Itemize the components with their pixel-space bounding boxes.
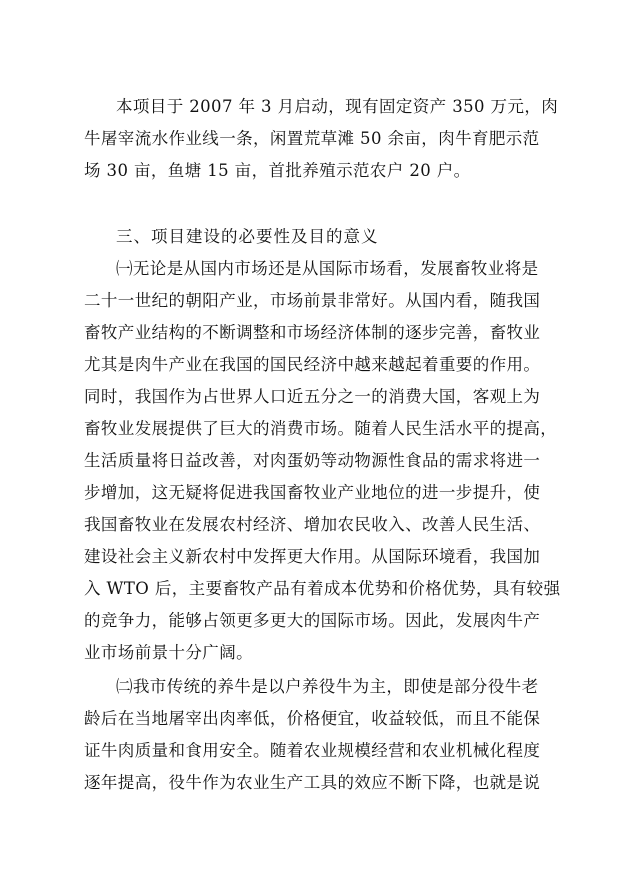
text-line: 畜牧业发展提供了巨大的消费市场。随着人民生活水平的提高， bbox=[84, 419, 558, 438]
text-line: 逐年提高，役牛作为农业生产工具的效应不断下降，也就是说 bbox=[84, 773, 541, 792]
text-line: 生活质量将日益改善，对肉蛋奶等动物源性食品的需求将进一 bbox=[84, 451, 541, 470]
text-line: 建设社会主义新农村中发挥更大作用。从国际环境看，我国加 bbox=[84, 547, 541, 566]
text-line: 同时，我国作为占世界人口近五分之一的消费大国，客观上为 bbox=[84, 387, 541, 406]
text-line: 二十一世纪的朝阳产业，市场前景非常好。从国内看，随我国 bbox=[84, 291, 541, 310]
text-line: 龄后在当地屠宰出肉率低，价格便宜，收益较低，而且不能保 bbox=[84, 709, 541, 728]
text-line: 入 WTO 后，主要畜牧产品有着成本优势和价格优势，具有较强 bbox=[84, 579, 561, 598]
text-line: 业市场前景十分广阔。 bbox=[84, 643, 253, 662]
text-line: ㈠无论是从国内市场还是从国际市场看，发展畜牧业将是 bbox=[116, 259, 539, 278]
text-line: 步增加，这无疑将促进我国畜牧业产业地位的进一步提升，使 bbox=[84, 483, 541, 502]
section-heading: 三、项目建设的必要性及目的意义 bbox=[116, 227, 379, 246]
text-line: 证牛肉质量和食用安全。随着农业规模经营和农业机械化程度 bbox=[84, 741, 541, 760]
text-line: 本项目于 2007 年 3 月启动，现有固定资产 350 万元，肉 bbox=[116, 97, 559, 116]
text-line: 牛屠宰流水作业线一条，闲置荒草滩 50 余亩，肉牛育肥示范 bbox=[84, 129, 540, 148]
text-line: 场 30 亩，鱼塘 15 亩，首批养殖示范农户 20 户。 bbox=[84, 161, 471, 180]
text-line: 畜牧产业结构的不断调整和市场经济体制的逐步完善，畜牧业 bbox=[84, 323, 541, 342]
text-line: 我国畜牧业在发展农村经济、增加农民收入、改善人民生活、 bbox=[84, 515, 541, 534]
text-line: 尤其是肉牛产业在我国的国民经济中越来越起着重要的作用。 bbox=[84, 355, 541, 374]
text-line: 的竞争力，能够占领更多更大的国际市场。因此，发展肉牛产 bbox=[84, 611, 541, 630]
text-line: ㈡我市传统的养牛是以户养役牛为主，即使是部分役牛老 bbox=[116, 677, 539, 696]
